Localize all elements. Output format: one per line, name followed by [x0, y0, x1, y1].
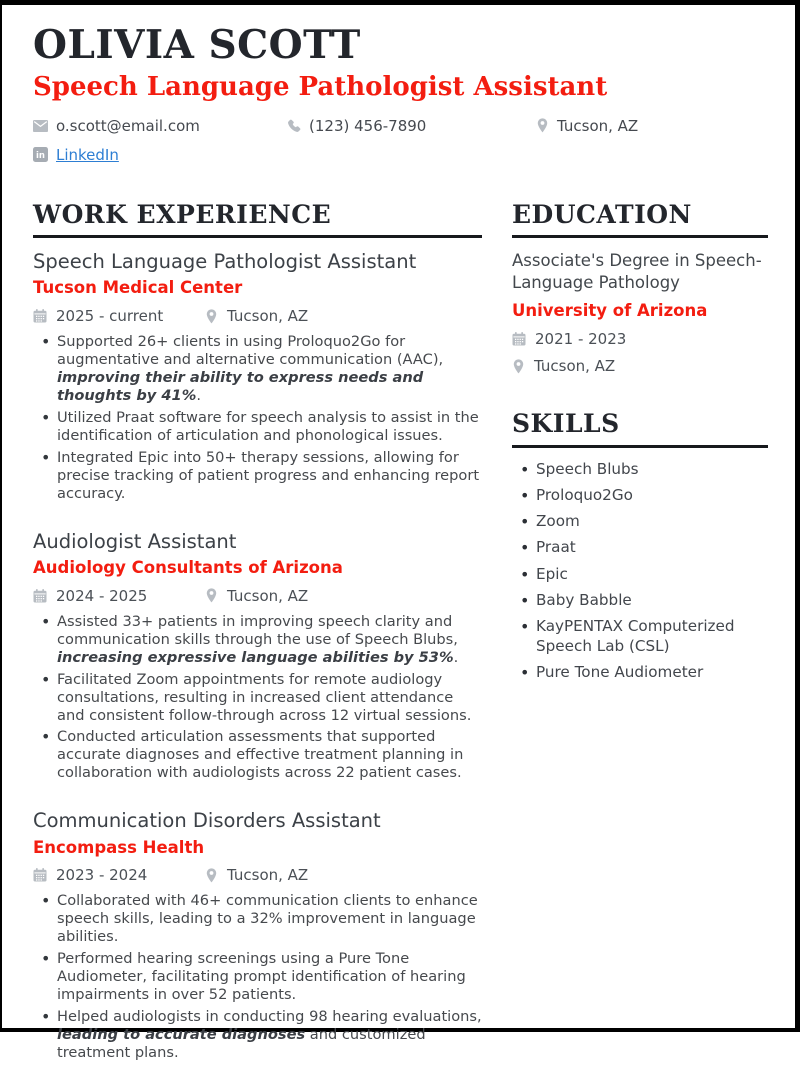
education-section [512, 201, 768, 376]
education-location-row [512, 357, 768, 375]
contact-location-text: Tucson, AZ [557, 116, 639, 135]
linkedin-icon [33, 147, 48, 162]
contact-row-linkedin [33, 146, 768, 164]
calendar-icon [33, 589, 47, 603]
job-dates: 2024 - 2025 [56, 586, 148, 605]
education-location: Tucson, AZ [534, 357, 616, 376]
skills-heading: SKILLS [512, 410, 768, 448]
job-meta-row [33, 587, 482, 605]
contact-row [33, 117, 768, 135]
skill-item: • KayPENTAX Computerized Speech Lab (CSL) [536, 617, 768, 657]
job-meta-row [33, 866, 482, 884]
job-meta-row [33, 307, 482, 325]
education-dates-row [512, 330, 768, 348]
map-pin-icon [205, 309, 218, 324]
bullet-emphasis-text: improving their ability to express needs and thoughts by 41% [57, 369, 424, 405]
job-dates-item [33, 307, 205, 325]
person-job-title: Speech Language Pathologist Assistant [33, 71, 608, 102]
skill-item: • Speech Blubs [536, 460, 768, 480]
job-entry [33, 530, 482, 783]
bullet-item [57, 333, 482, 405]
bullet-text: . [453, 648, 459, 666]
job-dates: 2025 - current [56, 307, 164, 326]
map-pin-icon [205, 588, 218, 603]
job-title: Speech Language Pathologist Assistant [33, 250, 417, 274]
bullet-item [57, 613, 482, 667]
right-column [512, 201, 768, 1066]
skill-item: • Proloquo2Go [536, 486, 768, 506]
bullet-text: . [196, 387, 201, 405]
skills-section [512, 410, 768, 683]
bullet-text: Utilized Praat software for speech analysis to assist in the identification of articulation and phonological issues. [57, 408, 479, 444]
skill-item: • Pure Tone Audiometer [536, 663, 768, 683]
resume-body [33, 201, 768, 1066]
calendar-icon [33, 868, 47, 882]
job-location-item [205, 307, 308, 325]
calendar-icon [512, 332, 526, 346]
contact-email-text: o.scott@email.com [56, 116, 200, 135]
map-pin-icon [536, 118, 549, 133]
job-dates: 2023 - 2024 [56, 866, 148, 885]
job-location-item [205, 587, 308, 605]
job-dates-item [33, 587, 205, 605]
contact-linkedin [33, 146, 119, 164]
job-title: Communication Disorders Assistant [33, 809, 381, 833]
bullet-item [57, 671, 482, 725]
bullet-text: Assisted 33+ patients in improving speech clarity and communication skills through the use of Speech Blubs, [57, 612, 458, 648]
education-degree: Associate's Degree in Speech-Language Pathology [512, 251, 762, 292]
job-title: Audiologist Assistant [33, 529, 237, 553]
job-location-item [205, 866, 308, 884]
bullet-text: Facilitated Zoom appointments for remote audiology consultations, resulting in increased client attendance and consistent follow-through across 12 virtual sessions. [57, 670, 472, 724]
bullet-emphasis-text: leading to accurate diagnoses [57, 1026, 306, 1044]
phone-handset-icon [287, 119, 301, 133]
job-entry [33, 250, 482, 503]
bullet-item [57, 892, 482, 946]
skills-list [512, 460, 768, 683]
bullet-text: Collaborated with 46+ communication clients to enhance speech skills, leading to a 32% improvement in language abilities. [57, 892, 478, 946]
contact-phone [287, 117, 536, 135]
skill-item: • Zoom [536, 512, 768, 532]
work-experience-section [33, 201, 482, 1066]
skill-item: • Praat [536, 538, 768, 558]
skill-item: • Baby Babble [536, 591, 768, 611]
person-name: OLIVIA SCOTT [33, 22, 361, 68]
bullet-text: Integrated Epic into 50+ therapy sessions, allowing for precise tracking of patient progress and enhancing report accuracy. [57, 448, 480, 502]
job-location: Tucson, AZ [227, 586, 309, 605]
bullet-text: and customized treatment plans. [57, 1026, 426, 1061]
education-school: University of Arizona [512, 300, 708, 320]
education-dates: 2021 - 2023 [535, 330, 627, 349]
job-location: Tucson, AZ [227, 866, 309, 885]
bullet-item [57, 409, 482, 445]
bullet-item [57, 728, 482, 782]
bullet-text: Performed hearing screenings using a Pure Tone Audiometer, facilitating prompt identification of hearing impairments in over 52 patients. [57, 950, 466, 1004]
job-bullets [33, 333, 482, 502]
job-company: Encompass Health [33, 837, 205, 857]
bullet-text: Supported 26+ clients in using Proloquo2Go for augmentative and alternative communication (AAC), [57, 333, 444, 369]
job-entry [33, 809, 482, 1062]
bullet-text: Conducted articulation assessments that supported accurate diagnoses and effective treatment planning in collaboration with audiologists across 22 patient cases. [57, 728, 464, 782]
bullet-item [57, 449, 482, 503]
bullet-emphasis-text: increasing expressive language abilities by 53% [57, 648, 454, 666]
map-pin-icon [205, 868, 218, 883]
envelope-icon [33, 120, 48, 132]
calendar-icon [33, 309, 47, 323]
education-heading: EDUCATION [512, 201, 768, 239]
bullet-item [57, 1008, 482, 1062]
contact-email [33, 117, 287, 135]
job-company: Audiology Consultants of Arizona [33, 558, 343, 578]
job-bullets [33, 892, 482, 1061]
job-company: Tucson Medical Center [33, 278, 243, 298]
svg-text:in: in [36, 151, 45, 162]
job-list [33, 250, 482, 1062]
resume-header [33, 22, 768, 164]
contact-phone-text: (123) 456-7890 [309, 116, 427, 135]
linkedin-link[interactable]: LinkedIn [56, 145, 119, 164]
job-bullets [33, 613, 482, 782]
bullet-item [57, 950, 482, 1004]
bullet-text: Helped audiologists in conducting 98 hearing evaluations, [57, 1008, 482, 1026]
skill-item: • Epic [536, 565, 768, 585]
job-location: Tucson, AZ [227, 307, 309, 326]
job-dates-item [33, 866, 205, 884]
map-pin-icon [512, 359, 525, 374]
work-experience-heading: WORK EXPERIENCE [33, 201, 482, 239]
contact-location [536, 117, 768, 135]
